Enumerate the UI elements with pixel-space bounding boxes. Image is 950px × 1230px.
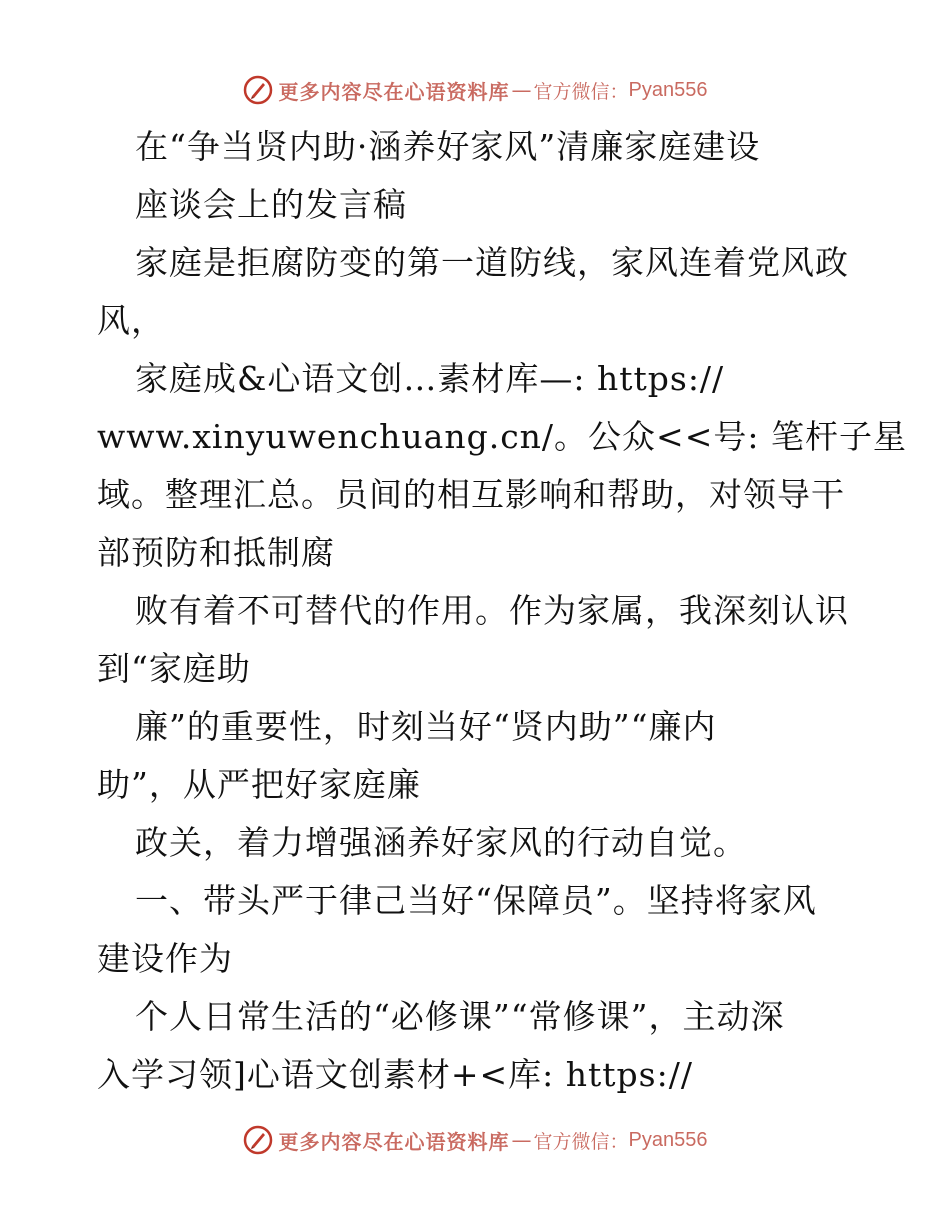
quill-logo-icon (243, 1125, 273, 1155)
doc-line: 部预防和抵制腐 (97, 533, 335, 572)
doc-line: 家庭是拒腐防变的第一道防线，家风连着党风政 (135, 243, 849, 282)
doc-line: 家庭成&心语文创…素材库—: https:// (135, 359, 725, 398)
doc-line: 助”，从严把好家庭廉 (97, 765, 421, 804)
header-banner (0, 70, 950, 110)
banner-official-label: 官方微信： (533, 1130, 629, 1153)
doc-line: 个人日常生活的“必修课”“常修课”，主动深 (135, 997, 785, 1036)
banner-wechat-id: Pyan556 (628, 78, 708, 101)
doc-line: 入学习领]心语文创素材+<库: https:// (97, 1055, 693, 1094)
doc-line-title-1: 在“争当贤内助·涵养好家风”清廉家庭建设 (135, 127, 761, 166)
doc-line: 建设作为 (97, 939, 233, 978)
doc-line-title-2: 座谈会上的发言稿 (135, 185, 407, 224)
doc-line: 一、带头严于律己当好“保障员”。坚持将家风 (135, 881, 817, 920)
banner-brand: 更多内容尽在心语资料库 (278, 79, 510, 104)
doc-line: 到“家庭助 (97, 649, 251, 688)
doc-line: 政关，着力增强涵养好家风的行动自觉。 (135, 823, 747, 862)
banner-official-label: 官方微信： (533, 80, 629, 103)
banner-brand: 更多内容尽在心语资料库 (278, 1129, 510, 1154)
banner-separator: — (511, 78, 532, 102)
banner-wechat-id: Pyan556 (628, 1128, 708, 1151)
doc-line: www.xinyuwenchuang.cn/。公众<<号: 笔杆子星 (97, 417, 907, 456)
doc-line: 廉”的重要性，时刻当好“贤内助”“廉内 (135, 707, 717, 746)
doc-line: 风， (97, 301, 165, 340)
banner-separator: — (511, 1128, 532, 1152)
document-body (97, 118, 907, 1104)
footer-banner (0, 1120, 950, 1160)
doc-line: 败有着不可替代的作用。作为家属，我深刻认识 (135, 591, 849, 630)
quill-logo-icon (243, 75, 273, 105)
doc-line: 域。整理汇总。员间的相互影响和帮助，对领导干 (97, 475, 845, 514)
